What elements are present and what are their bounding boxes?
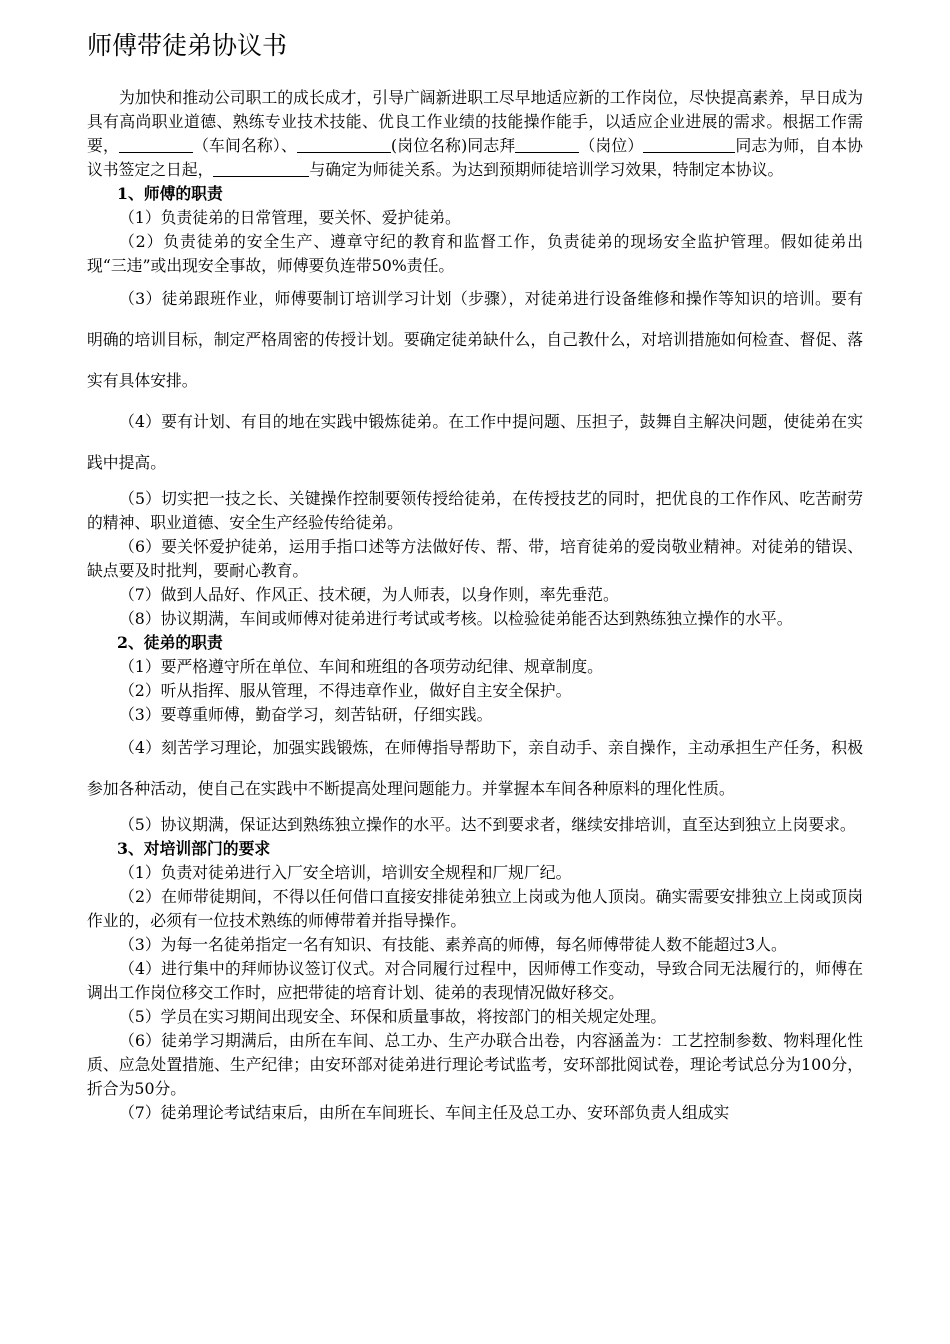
intro-text-2: （车间名称）、 bbox=[192, 136, 297, 155]
date-blank bbox=[213, 160, 309, 177]
section2-item-1: （1）要严格遵守所在单位、车间和班组的各项劳动纪律、规章制度。 bbox=[119, 657, 603, 676]
section2-heading: 2、徒弟的职责 bbox=[117, 633, 223, 652]
section1-item-1: （1）负责徒弟的日常管理，要关怀、爱护徒弟。 bbox=[119, 208, 461, 227]
section2-item-2: （2）听从指挥、服从管理，不得违章作业，做好自主安全保护。 bbox=[119, 681, 572, 700]
section3-item-1: （1）负责对徒弟进行入厂安全培训，培训安全规程和厂规厂纪。 bbox=[119, 863, 572, 882]
intro-text-3: (岗位名称)同志拜 bbox=[390, 136, 516, 155]
section2-item-3: （3）要尊重师傅，勤奋学习，刻苦钻研，仔细实践。 bbox=[119, 705, 493, 724]
section3-item-4: （4）进行集中的拜师协议签订仪式。对合同履行过程中，因师傅工作变动，导致合同无法履行的，师傅在调出工作岗位移交工作时，应把带徒的培育计划、徒弟的表现情况做好移交。 bbox=[87, 959, 863, 1002]
page-title: 师傅带徒弟协议书 bbox=[87, 31, 288, 60]
intro-text-6: 与确定为师徒关系。为达到预期师徒培训学习效果，特制定本协议。 bbox=[309, 160, 784, 179]
section3-item-2: （2）在师带徒期间，不得以任何借口直接安排徒弟独立上岗或为他人顶岗。确实需要安排独立上岗或顶岗作业的，必须有一位技术熟练的师傅带着并指导操作。 bbox=[87, 887, 863, 930]
intro-text-4: （岗位） bbox=[579, 136, 644, 155]
section1-item-6: （6）要关怀爱护徒弟，运用手指口述等方法做好传、帮、带，培育徒弟的爱岗敬业精神。对徒弟的错误、缺点要及时批判，要耐心教育。 bbox=[87, 537, 863, 580]
apprentice-name-blank bbox=[515, 136, 579, 153]
section1-item-2: （2）负责徒弟的安全生产、遵章守纪的教育和监督工作，负责徒弟的现场安全监护管理。假如徒弟出现“三违”或出现安全事故，师傅要负连带50%责任。 bbox=[87, 232, 863, 275]
section1-item-8: （8）协议期满，车间或师傅对徒弟进行考试或考核。以检验徒弟能否达到熟练独立操作的水平。 bbox=[119, 609, 793, 628]
section1-item-7: （7）做到人品好、作风正、技术硬，为人师表，以身作则，率先垂范。 bbox=[119, 585, 619, 604]
master-name-blank bbox=[643, 136, 735, 153]
section2-item-4: （4）刻苦学习理论，加强实践锻炼，在师傅指导帮助下，亲自动手、亲自操作，主动承担生产任务，积极参加各种活动，使自己在实践中不断提高处理问题能力。并掌握本车间各种原料的理化性质。 bbox=[87, 738, 863, 798]
section1-heading: 1、师傅的职责 bbox=[117, 184, 223, 203]
section3-item-5: （5）学员在实习期间出现安全、环保和质量事故，将按部门的相关规定处理。 bbox=[119, 1007, 667, 1026]
section3-heading: 3、对培训部门的要求 bbox=[117, 839, 271, 858]
intro-paragraph bbox=[87, 86, 863, 182]
section1-item-4: （4）要有计划、有目的地在实践中锻炼徒弟。在工作中提问题、压担子，鼓舞自主解决问题，使徒弟在实践中提高。 bbox=[87, 412, 863, 472]
intro-text-5: 同志为师，自本协议书签定之日起， bbox=[87, 136, 863, 179]
intro-text-1: 为加快和推动公司职工的成长成才，引导广阔新进职工尽早地适应新的工作岗位，尽快提高素养，早日成为具有高尚职业道德、熟练专业技术技能、优良工作业绩的技能操作能手，以适应企业进展的需求。根据工作需要， bbox=[87, 88, 863, 155]
workshop-name-blank bbox=[119, 136, 193, 153]
section2-item-5: （5）协议期满，保证达到熟练独立操作的水平。达不到要求者，继续安排培训，直至达到独立上岗要求。 bbox=[119, 815, 856, 834]
section1-item-3: （3）徒弟跟班作业，师傅要制订培训学习计划（步骤），对徒弟进行设备维修和操作等知识的培训。要有明确的培训目标，制定严格周密的传授计划。要确定徒弟缺什么，自己教什么，对培训措施如何检查、督促、落实有具体安排。 bbox=[87, 289, 863, 390]
section1-item-5: （5）切实把一技之长、关键操作控制要领传授给徒弟，在传授技艺的同时，把优良的工作作风、吃苦耐劳的精神、职业道德、安全生产经验传给徒弟。 bbox=[87, 489, 863, 532]
section3-item-3: （3）为每一名徒弟指定一名有知识、有技能、素养高的师傅，每名师傅带徒人数不能超过3人。 bbox=[119, 935, 787, 954]
position-name-blank bbox=[297, 136, 391, 153]
section3-item-7: （7）徒弟理论考试结束后，由所在车间班长、车间主任及总工办、安环部负责人组成实 bbox=[119, 1103, 730, 1122]
section3-item-6: （6）徒弟学习期满后，由所在车间、总工办、生产办联合出卷，内容涵盖为：工艺控制参数、物料理化性质、应急处置措施、生产纪律；由安环部对徒弟进行理论考试监考，安环部批阅试卷，理论考试总分为100分，折合为50分。 bbox=[87, 1031, 863, 1098]
document-page bbox=[87, 28, 863, 1125]
